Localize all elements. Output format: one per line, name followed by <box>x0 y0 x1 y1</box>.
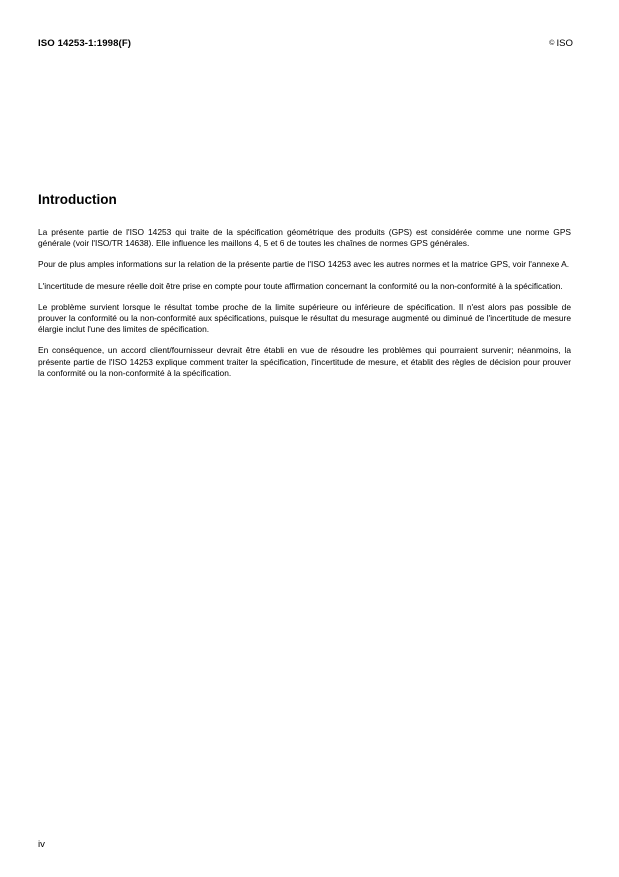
copyright-notice <box>549 38 573 49</box>
paragraph-gps-scope: La présente partie de l'ISO 14253 qui traite de la spécification géométrique des produits (GPS) est considérée comme une norme GPS générale (voir l'ISO/TR 14638). Elle influence les maillons 4, 5 et 6 de toutes les chaînes de normes GPS générales. <box>38 227 571 249</box>
document-id: ISO 14253-1:1998(F) <box>38 38 132 49</box>
paragraph-measurement-uncertainty: L'incertitude de mesure réelle doit être prise en compte pour toute affirmation concernant la conformité ou la non-conformité à la spécification. <box>38 280 563 291</box>
copyright-text: ISO <box>556 38 573 49</box>
page-number: iv <box>38 839 45 850</box>
section-title: Introduction <box>38 192 117 207</box>
body-text <box>38 227 571 389</box>
paragraph-problem: Le problème survient lorsque le résultat tombe proche de la limite supérieure ou inférieure de spécification. Il n'est alors pas possible de prouver la conformité ou la non-conformité aux spécifications, puisque le résultat du mesurage augmenté ou diminué de l'incertitude de mesure élargie inclut l'une des limites de spécification. <box>38 301 571 335</box>
paragraph-agreement: En conséquence, un accord client/fournisseur devrait être établi en vue de résoudre les problèmes qui pourraient survenir; néanmoins, la présente partie de l'ISO 14253 explique comment traiter la spécification, l'incertitude de mesure, et établit des règles de décision pour prouver la conformité ou la non-conformité à la spécification. <box>38 345 571 378</box>
copyright-symbol: © <box>549 40 555 47</box>
paragraph-gps-matrix: Pour de plus amples informations sur la relation de la présente partie de l'ISO 14253 avec les autres normes et la matrice GPS, voir l'annexe A. <box>38 259 570 270</box>
